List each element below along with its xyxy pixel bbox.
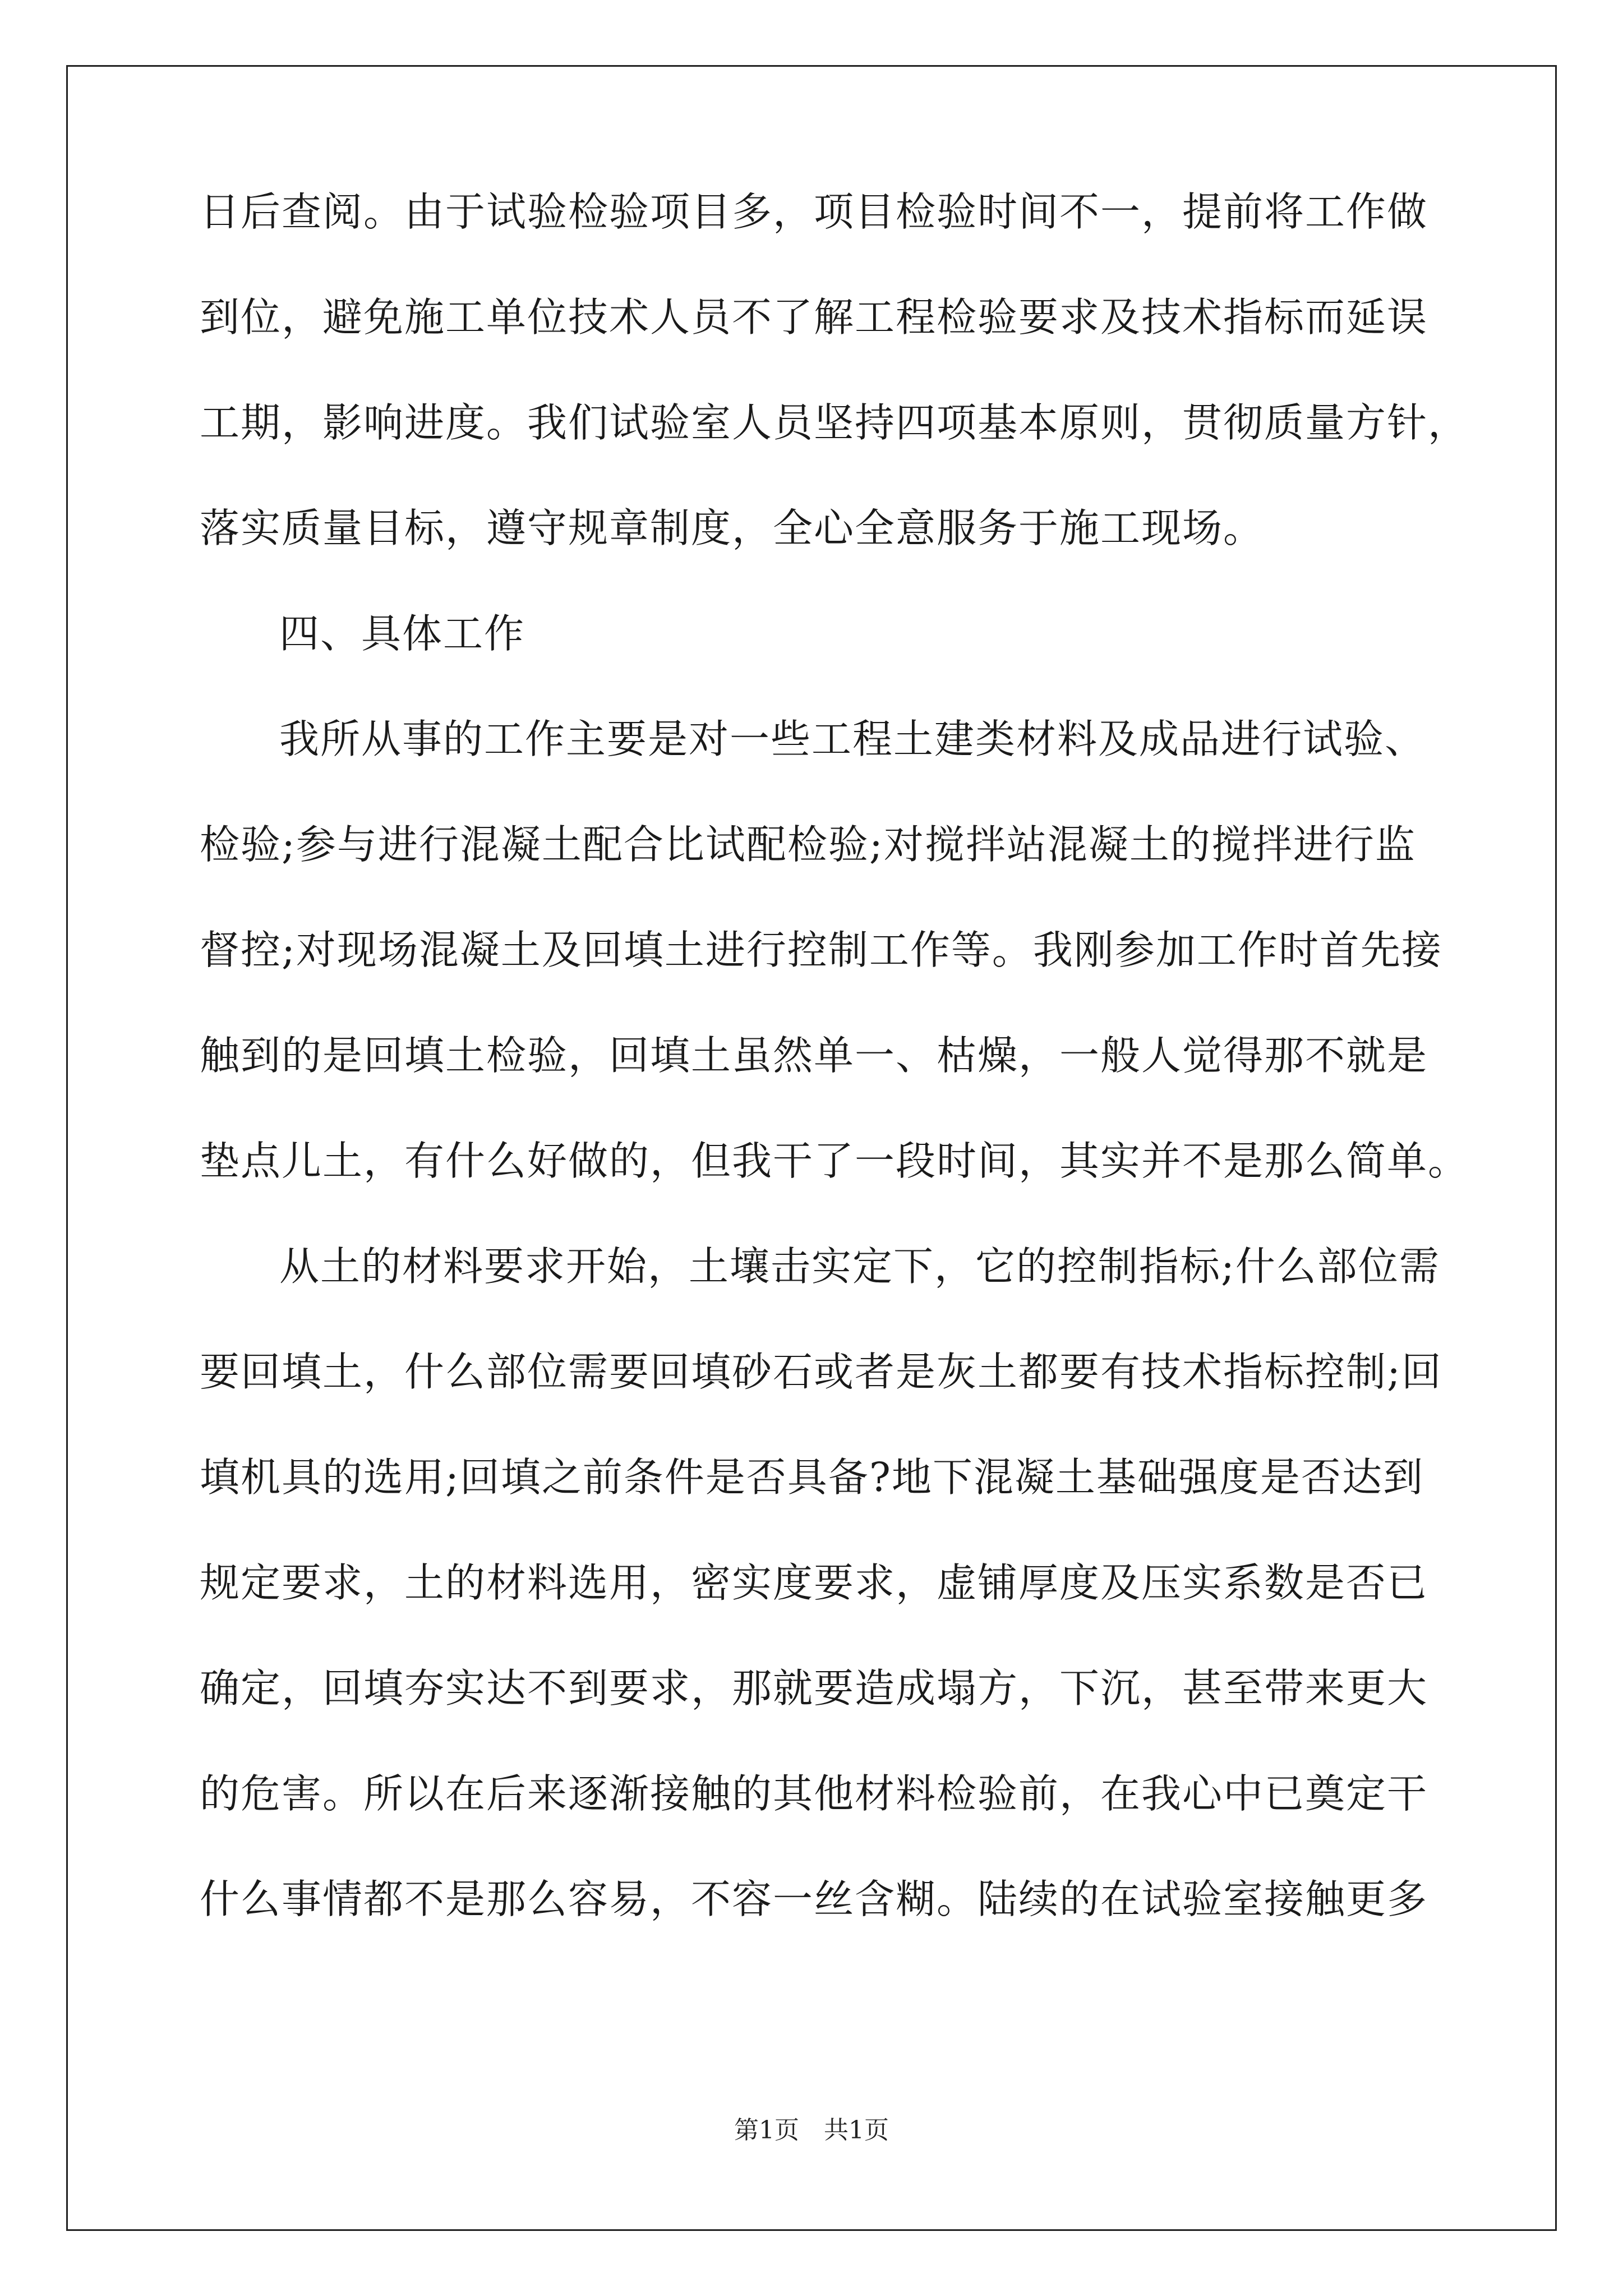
page-footer: 第1页 共1页 bbox=[734, 2116, 889, 2145]
text-line: 确定，回填夯实达不到要求，那就要造成塌方，下沉，甚至带来更大 bbox=[200, 1665, 1428, 1711]
text-line: 垫点儿土，有什么好做的，但我干了一段时间，其实并不是那么简单。 bbox=[200, 1138, 1469, 1184]
text-line: 检验;参与进行混凝土配合比试配检验;对搅拌站混凝土的搅拌进行监 bbox=[200, 821, 1416, 868]
text-line: 工期，影响进度。我们试验室人员坚持四项基本原则，贯彻质量方针， bbox=[200, 399, 1469, 446]
text-line: 落实质量目标，遵守规章制度，全心全意服务于施工现场。 bbox=[200, 505, 1265, 551]
text-line: 触到的是回填土检验，回填土虽然单一、枯燥，一般人觉得那不就是 bbox=[200, 1032, 1428, 1079]
text-line: 从土的材料要求开始，土壤击实定下，它的控制指标;什么部位需 bbox=[279, 1243, 1440, 1290]
text-line: 到位，避免施工单位技术人员不了解工程检验要求及技术指标而延误 bbox=[200, 294, 1428, 341]
text-line: 督控;对现场混凝土及回填土进行控制工作等。我刚参加工作时首先接 bbox=[200, 927, 1442, 973]
text-line: 什么事情都不是那么容易，不容一丝含糊。陆续的在试验室接触更多 bbox=[200, 1876, 1428, 1922]
text-line: 填机具的选用;回填之前条件是否具备?地下混凝土基础强度是否达到 bbox=[200, 1454, 1424, 1501]
text-line: 我所从事的工作主要是对一些工程土建类材料及成品进行试验、 bbox=[279, 716, 1426, 762]
text-line: 规定要求，土的材料选用，密实度要求，虚铺厚度及压实系数是否已 bbox=[200, 1559, 1428, 1606]
text-line: 要回填土，什么部位需要回填砂石或者是灰土都要有技术指标控制;回 bbox=[200, 1349, 1442, 1395]
document-body bbox=[200, 185, 1469, 1978]
text-line: 的危害。所以在后来逐渐接触的其他材料检验前，在我心中已奠定干 bbox=[200, 1770, 1428, 1817]
section-heading: 四、具体工作 bbox=[279, 610, 525, 657]
text-line: 日后查阅。由于试验检验项目多，项目检验时间不一，提前将工作做 bbox=[200, 188, 1428, 235]
